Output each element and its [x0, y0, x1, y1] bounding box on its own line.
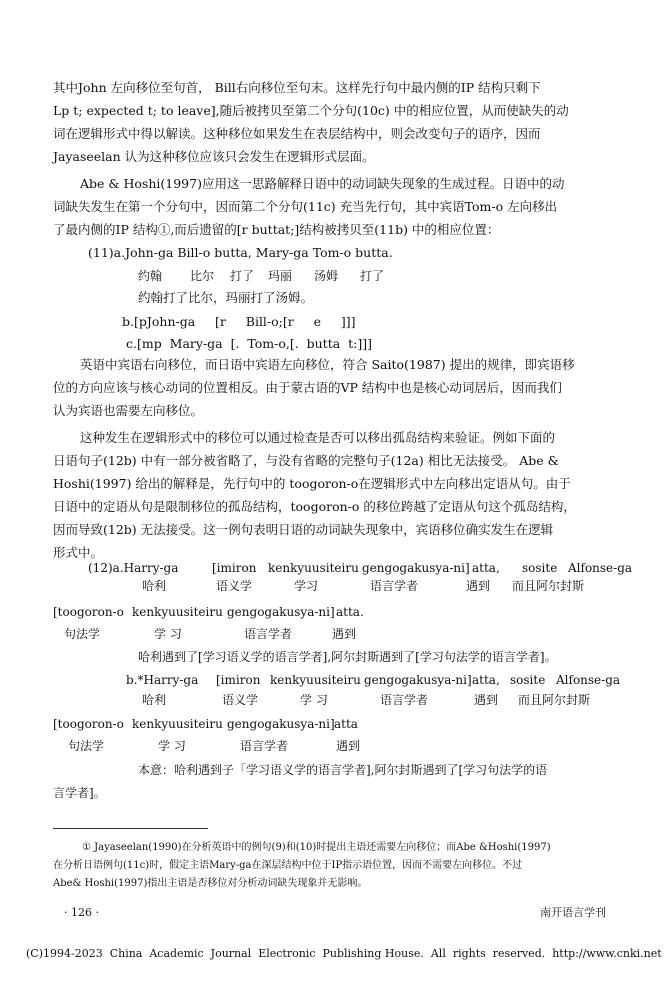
- gloss-word: gengogakusya-ni]: [227, 605, 335, 619]
- gloss-word: [imiron: [212, 561, 257, 575]
- gloss-word: [toogoron-o: [53, 717, 124, 731]
- gloss-word: 打了: [360, 269, 385, 283]
- example-11a: (11)a.John-ga Bill-o butta, Mary-ga Tom-o butta.: [88, 245, 393, 260]
- gloss-word: 哈利: [142, 579, 167, 593]
- body-text-line: 词在逻辑形式中得以解读。这种移位如果发生在表层结构中，则会改变句子的语序，因而: [53, 126, 541, 141]
- gloss-word: sosite: [510, 673, 546, 687]
- example-11c: c.[mp Mary-ga [. Tom-o,[. butta t:]]]: [126, 336, 372, 351]
- gloss-word: 遇到: [332, 627, 357, 641]
- gloss-word: gengogakusya-ni]: [364, 673, 472, 687]
- gloss-word: 打了: [230, 269, 255, 283]
- gloss-word: atta,: [472, 561, 500, 575]
- footnote-line: ① Jayaseelan(1990)在分析英语中的例句(9)和(10)时提出主语还需要左向移位；而Abe &Hoshi(1997): [82, 842, 551, 853]
- gloss-word: 语义学: [222, 693, 259, 707]
- gloss-word: 遇到: [474, 693, 499, 707]
- body-text-line: 了最内侧的IP 结构①,而后遗留的[r buttat;]结构被拷贝至(11b) 中的相应位置：: [53, 222, 500, 237]
- body-text-line: 形式中。: [53, 545, 104, 560]
- gloss-word: 学 习: [300, 693, 328, 707]
- gloss-word: 句法学: [64, 627, 101, 641]
- gloss-word: [toogoron-o: [53, 605, 124, 619]
- gloss-word: b.*Harry-ga: [126, 673, 199, 687]
- example-11b: b.[pJohn-ga [r Bill-o;[r e ]]]: [122, 314, 356, 329]
- body-text-line: 认为宾语也需要左向移位。: [53, 403, 204, 418]
- gloss-word: 而且阿尔封斯: [518, 693, 591, 707]
- example-12b-intended: 本意：哈利遇到子「学习语义学的语言学者],阿尔封斯遇到了[学习句法学的语: [138, 763, 548, 777]
- gloss-word: kenkyuusiteiru: [132, 717, 223, 731]
- body-text-line: 位的方向应该与核心动词的位置相反。由于蒙古语的VP 结构中也是核心动词居后，因而我们: [53, 380, 562, 395]
- gloss-word: 学 习: [154, 627, 182, 641]
- gloss-word: sosite: [522, 561, 558, 575]
- footnote-line: Abe& Hoshi(1997)指出主语是否移位对分析动词缺失现象并无影响。: [53, 878, 368, 889]
- body-text-line: 其中John 左向移位至句首， Bill右向移位至句末。这样先行句中最内侧的IP 结构只剩下: [53, 80, 541, 95]
- gloss-word: 哈利: [142, 693, 167, 707]
- gloss-word: (12)a.Harry-ga: [88, 561, 179, 575]
- gloss-word: Alfonse-ga: [556, 673, 621, 687]
- gloss-word: kenkyuusiteiru: [270, 673, 361, 687]
- body-text-line: Jayaseelan 认为这种移位应该只会发生在逻辑形式层面。: [53, 149, 375, 164]
- page-number: · 126 ·: [64, 906, 99, 919]
- journal-name: 南开语言学刊: [540, 906, 606, 919]
- gloss-word: 遇到: [336, 739, 361, 753]
- gloss-word: 语言学者: [380, 693, 429, 707]
- example-11a-translation: 约翰打了比尔，玛丽打了汤姆。: [138, 290, 314, 305]
- example-12a-translation: 哈利遇到了[学习语义学的语言学者],阿尔封斯遇到了[学习句法学的语言学者]。: [138, 650, 557, 664]
- gloss-word: 玛丽: [268, 269, 293, 283]
- gloss-word: atta: [334, 717, 358, 731]
- gloss-word: 语言学者: [370, 579, 419, 593]
- gloss-word: atta.: [336, 605, 364, 619]
- gloss-word: 比尔: [190, 269, 215, 283]
- footnote-line: 在分析日语例句(11c)时，假定主语Mary-ga在深层结构中位于IP指示语位置，因而不需要左向移位。不过: [53, 860, 523, 871]
- gloss-word: 汤姆: [314, 269, 339, 283]
- gloss-word: 句法学: [68, 739, 105, 753]
- body-text-line: Lp t; expected t; to leave],随后被拷贝至第二个分句(10c) 中的相应位置，从而使缺失的动: [53, 103, 569, 118]
- body-text-line: 日语中的定语从句是限制移位的孤岛结构，toogoron-o 的移位跨越了定语从句这个孤岛结构，: [53, 499, 576, 514]
- gloss-word: 而且阿尔封斯: [512, 579, 585, 593]
- gloss-word: kenkyuusiteiru: [132, 605, 223, 619]
- body-text-line: 日语句子(12b) 中有一部分被省略了，与没有省略的完整句子(12a) 相比无法接受。 Abe &: [53, 453, 559, 468]
- gloss-word: atta,: [472, 673, 500, 687]
- body-text-line: 因而导致(12b) 无法接受。这一例句表明日语的动词缺失现象中，宾语移位确实发生在逻辑: [53, 522, 554, 537]
- example-12b-intended: 言学者]。: [53, 786, 106, 800]
- gloss-word: kenkyuusiteiru: [268, 561, 359, 575]
- gloss-word: 约翰: [138, 269, 163, 283]
- body-text-line: 这种发生在逻辑形式中的移位可以通过检查是否可以移出孤岛结构来验证。例如下面的: [80, 430, 556, 445]
- gloss-word: gengogakusya-ni]: [362, 561, 470, 575]
- gloss-word: 语义学: [216, 579, 253, 593]
- body-text-line: Hoshi(1997) 给出的解释是，先行句中的 toogoron-o在逻辑形式中左向移出定语从句。由于: [53, 476, 571, 491]
- body-text-line: 英语中宾语右向移位，而日语中宾语左向移位，符合 Saito(1987) 提出的规律，即宾语移: [80, 357, 575, 372]
- gloss-word: Alfonse-ga: [568, 561, 633, 575]
- gloss-word: 语言学者: [240, 739, 289, 753]
- gloss-word: 遇到: [466, 579, 491, 593]
- footnote-rule: [53, 828, 208, 829]
- copyright-line: (C)1994-2023 China Academic Journal Electronic Publishing House. All rights reserved. http://www.cnki.net: [26, 947, 662, 960]
- body-text-line: 词缺失发生在第一个分句中，因而第二个分句(11c) 充当先行句，其中宾语Tom-o 左向移出: [53, 199, 558, 214]
- gloss-word: 语言学者: [244, 627, 293, 641]
- body-text-line: Abe & Hoshi(1997)应用这一思路解释日语中的动词缺失现象的生成过程。日语中的动: [80, 176, 565, 191]
- gloss-word: [imiron: [216, 673, 261, 687]
- gloss-word: gengogakusya-ni]: [227, 717, 335, 731]
- gloss-word: 学习: [294, 579, 319, 593]
- gloss-word: 学 习: [158, 739, 186, 753]
